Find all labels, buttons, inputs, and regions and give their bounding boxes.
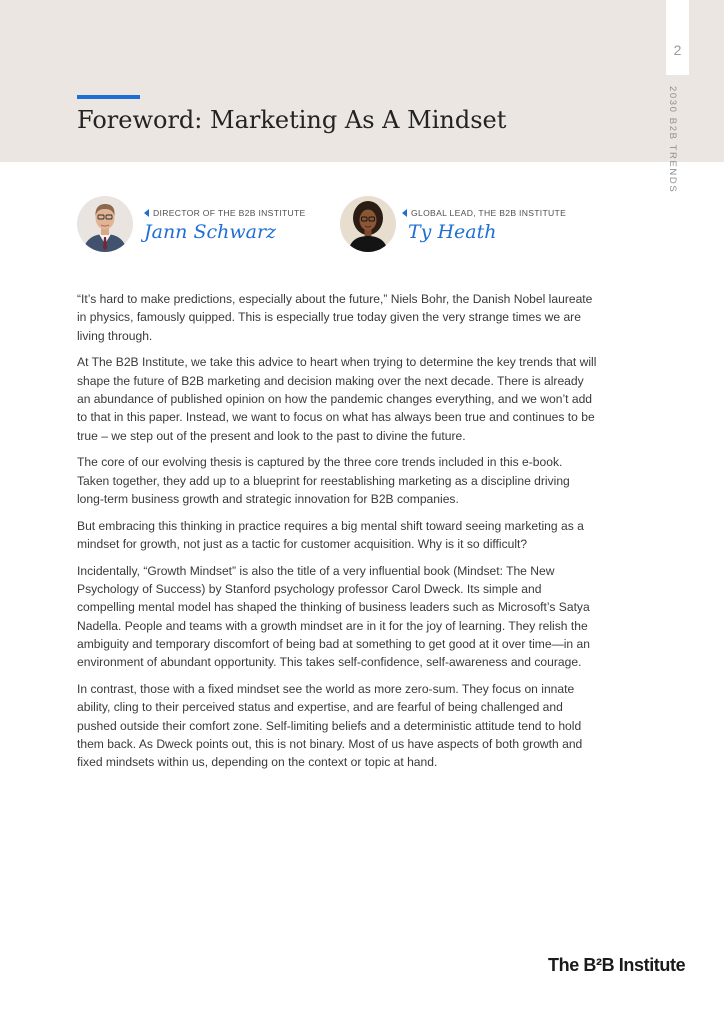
page-title: Foreword: Marketing As A Mindset [77,106,507,134]
foreword-body [77,290,597,780]
author-role-text: DIRECTOR OF THE B2B INSTITUTE [153,208,306,218]
paragraph: Incidentally, “Growth Mindset” is also the title of a very influential book (Mindset: The New Psychology of Success) by Stanford psychology professor Carol Dweck. Its simple and compelling mental model has shaped the thinking of business leaders such as Microsoft’s Satya Nadella. People and teams with a growth mindset are in it for the joy of learning. They relish the ambiguity and temporary discomfort of being bad at something to get good at it over time—in an environment of abundant opportunity. This takes self-confidence, self-awareness and courage. [77,563,590,670]
triangle-marker-icon [144,209,149,217]
page-number-tab [666,0,689,75]
paragraph: But embracing this thinking in practice requires a big mental shift toward seeing marketing as a mindset for growth, not just as a tactic for customer acquisition. Why is it so difficult? [77,518,584,552]
author-name: Jann Schwarz [144,221,277,243]
paragraph: At The B2B Institute, we take this advice to heart when trying to determine the key trends that will shape the future of B2B marketing and decision making over the next decade. There is already an abundance of published opinion on how the pandemic changes everything, and we won’t add to that in this paper. Instead, we want to focus on what has always been true and continues to be true – we step out of the present and look to the past to divine the future. [77,355,597,443]
author-role [144,208,306,218]
paragraph: “It’s hard to make predictions, especially about the future,” Niels Bohr, the Danish Nobel laureate in physics, famously quipped. This is especially true today given the very strange times we are living through. [77,292,593,343]
running-head [668,86,688,206]
paragraph: The core of our evolving thesis is captured by the three core trends included in this e-book. Taken together, they add up to a blueprint for reestablishing marketing as a discipline driving long-term business growth and strategic innovation for B2B companies. [77,455,570,506]
page-number: 2 [673,42,682,58]
triangle-marker-icon [402,209,407,217]
author-photo-icon [340,196,396,252]
header-band [0,0,724,162]
title-accent-bar [77,95,140,99]
running-head-text: 2030 B2B TRENDS [667,86,678,194]
b2b-institute-logo: The B²B Institute [548,955,686,975]
author-role [402,208,566,218]
author-role-text: GLOBAL LEAD, THE B2B INSTITUTE [411,208,567,218]
author-name: Ty Heath [408,221,497,243]
author-photo-icon [77,196,133,252]
paragraph: In contrast, those with a fixed mindset see the world as more zero-sum. They focus on innate ability, cling to their perceived status and expertise, and are fearful of being challenged and pushed outside their comfort zone. Self-limiting beliefs and a deterministic attitude tend to hold them back. As Dweck points out, this is not binary. Most of us have aspects of both growth and fixed mindsets within us, depending on the context or topic at hand. [77,682,583,770]
